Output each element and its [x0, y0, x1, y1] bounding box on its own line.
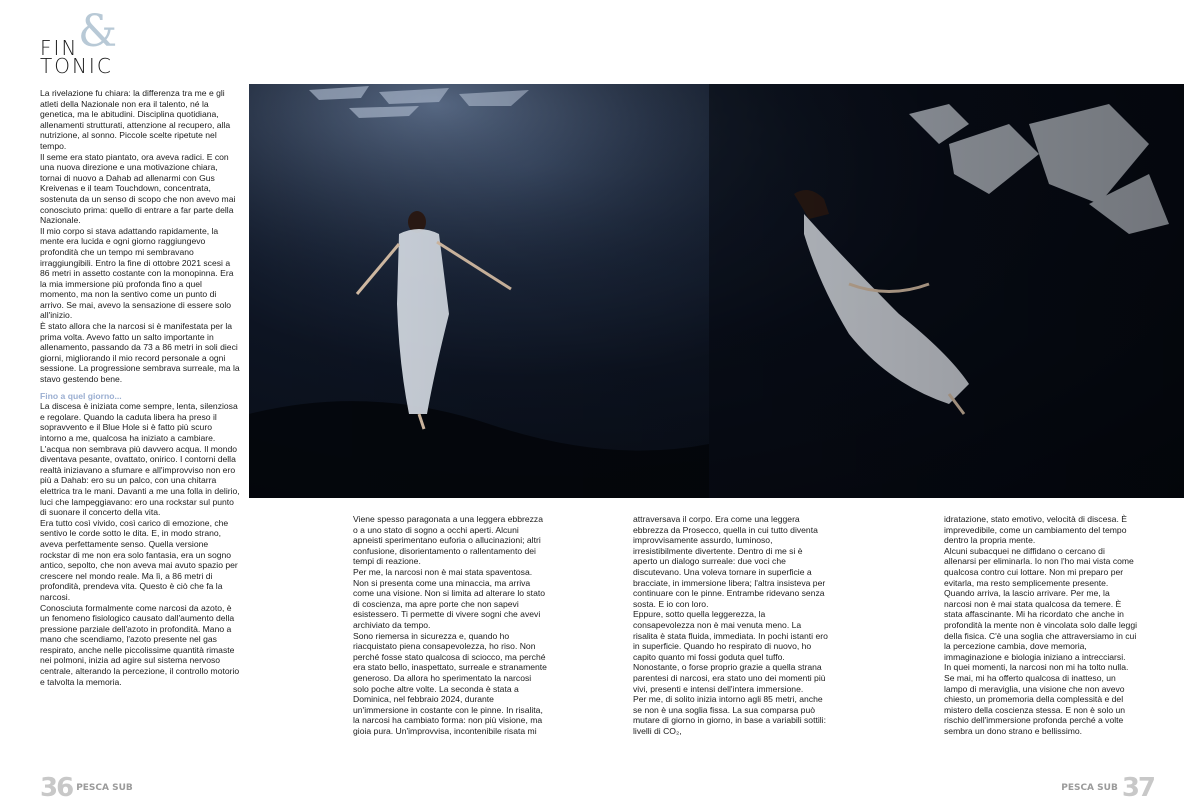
- paragraph: In quei momenti, la narcosi non mi ha tolto nulla. Se mai, mi ha offerto qualcosa di inatteso, un lampo di meraviglia, una visione che non avevo chiesto, un promemoria della complessità e del mistero della coscienza stessa. E non è solo un rischio dell'immersione profonda perché a volte sembra un dono strano e bellissimo.: [944, 662, 1129, 736]
- article-column-3: [633, 514, 828, 736]
- footer-right: [1061, 774, 1154, 802]
- paragraph: Eppure, sotto quella leggerezza, la consapevolezza non è mai venuta meno. La risalita è stata fluida, immediata. In pochi istanti ero in superficie. Quando ho respirato di nuovo, ho capito quanto mi fossi goduta quel tuffo. Nonostante, o forse proprio grazie a quella strana parentesi di narcosi, era stato uno dei momenti più vivi, presenti e intensi dell'intera immersione.: [633, 609, 828, 694]
- paragraph: Sono riemersa in sicurezza e, quando ho riacquistato piena consapevolezza, ho riso. Non perché fosse stato qualcosa di sciocco, ma perché era stato bello, inaspettato, surreale e stranamente generoso. Da allora ho sperimentato la narcosi solo poche altre volte. La seconda è stata a Dominica, nel febbraio 2024, durante un'immersione in costante con le pinne. In risalita, la narcosi ha cambiato forma: non più visione, ma gioia pura. Un'improvvisa, incontenibile risata mi: [353, 630, 547, 736]
- underwater-photo: [249, 84, 1184, 498]
- article-column-4: [944, 514, 1139, 736]
- underwater-photo-illustration: [249, 84, 1184, 498]
- paragraph: attraversava il corpo. Era come una leggera ebbrezza da Prosecco, quella in cui tutto diventa improvvisamente assurdo, luminoso, irresistibilmente divertente. Dentro di me si è aperto un dialogo surreale: due voci che discutevano. Una voleva tornare in superficie a bracciate, in immersione libera; l'altra insisteva per continuare con le pinne. Entrambe ridevano senza sosta. E io con loro.: [633, 514, 826, 609]
- paragraph: Per me, di solito inizia intorno agli 85 metri, anche se non è una soglia fissa. La sua comparsa può mutare di giorno in giorno, in base a variabili sottili: livelli di CO₂,: [633, 694, 826, 736]
- magazine-section-logo: [40, 6, 130, 78]
- article-column-2: [353, 514, 548, 736]
- logo-tonic: TONIC: [40, 54, 113, 78]
- paragraph: idratazione, stato emotivo, velocità di discesa. È imprevedibile, come un cambiamento del tempo dentro la propria mente.: [944, 514, 1127, 546]
- logo-ampersand: &: [78, 6, 118, 57]
- paragraph: È stato allora che la narcosi si è manifestata per la prima volta. Avevo fatto un salto importante in allenamento, passando da 73 a 86 metri in soli dieci giorni, migliorando il mio record personale a ogni sessione. La progressione sembrava surreale, ma la stavo gestendo bene.: [40, 321, 240, 385]
- paragraph: Il seme era stato piantato, ora aveva radici. E con una nuova direzione e una motivazione chiara, tornai di nuovo a Dahab ad allenarmi con Gus Kreivenas e il team Touchdown, concentrata, sostenuta da un senso di scopo che non avevo mai conosciuto prima: quello di entrare a far parte della Nazionale.: [40, 151, 236, 226]
- footer-left: [40, 774, 133, 802]
- paragraph: Alcuni subacquei ne diffidano o cercano di allenarsi per eliminarla. Io non l'ho mai vista come qualcosa contro cui lottare. Non mi preparo per evitarla, ma resto semplicemente presente. Quando arriva, la lascio arrivare. Per me, la narcosi non è mai stata qualcosa da temere. È stata affascinante. Mi ha ricordato che anche in profondità la mente non è vincolata solo dalle leggi della fisica. C'è una soglia che attraversiamo in cui la percezione cambia, dove memoria, immaginazione e biologia iniziano a intrecciarsi.: [944, 545, 1138, 662]
- paragraph: Conosciuta formalmente come narcosi da azoto, è un fenomeno fisiologico causato dall'aumento della pressione parziale dell'azoto in profondità. Mano a mano che scendiamo, l'azoto presente nel gas respirato, anche nelle piccolissime quantità rimaste nei polmoni, inizia ad agire sul sistema nervoso centrale, alterando la percezione, il controllo motorio e talvolta la memoria.: [40, 602, 240, 687]
- paragraph: Viene spesso paragonata a una leggera ebbrezza o a uno stato di sogno a occhi aperti. Alcuni apneisti sperimentano euforia o allucinazioni; altri confusione, disorientamento o rallentamento dei tempi di reazione.: [353, 514, 544, 567]
- paragraph: La rivelazione fu chiara: la differenza tra me e gli atleti della Nazionale non era il talento, né la genetica, ma le abitudini. Disciplina quotidiana, allenamenti strutturati, attenzione al recupero, alla nutrizione, al sonno. Piccole scelte ripetute nel tempo.: [40, 88, 231, 151]
- magazine-name-left: PESCA SUB: [76, 783, 133, 793]
- page-number-left: 36: [40, 773, 73, 803]
- paragraph: Il mio corpo si stava adattando rapidamente, la mente era lucida e ogni giorno raggiungevo profondità che un tempo mi sembravano irraggiungibili. Entro la fine di ottobre 2021 scesi a 86 metri in assetto costante con la monopinna. Era la mia immersione più profonda fino a quel momento, ma non la sentivo come un punto di arrivo. Se mai, avevo la sensazione di essere solo all'inizio.: [40, 225, 234, 321]
- logo-fin: FIN: [40, 36, 79, 60]
- page-number-right: 37: [1121, 773, 1154, 803]
- magazine-name-right: PESCA SUB: [1061, 783, 1118, 793]
- paragraph: Era tutto così vivido, così carico di emozione, che sentivo le corde sotto le dita. E, in modo strano, aveva perfettamente senso. Quella versione rockstar di me non era solo fantasia, era un sogno antico, sepolto, che non aveva mai avuto spazio per crescere nel mondo reale. Ma lì, a 86 metri di profondità, prendeva vita. Questo è ciò che fa la narcosi.: [40, 517, 238, 602]
- section-subheading: Fino a quel giorno...: [40, 390, 122, 401]
- paragraph: La discesa è iniziata come sempre, lenta, silenziosa e regolare. Quando la caduta libera ha preso il sopravvento e il Blue Hole si è fatto più scuro intorno a me, qualcosa ha iniziato a cambiare. L'acqua non sembrava più davvero acqua. Il mondo diventava pesante, ovattato, onirico. I contorni della realtà iniziavano a sfumare e all'improvviso non ero più a Dahab: ero su un palco, con una chitarra elettrica tra le mani. Davanti a me una folla in delirio, luci che lampeggiavano: ero una rockstar sul punto di suonare il concerto della vita.: [40, 401, 240, 518]
- paragraph: Per me, la narcosi non è mai stata spaventosa. Non si presenta come una minaccia, ma arriva come una visione. Non si limita ad alterare lo stato di coscienza, ma apre porte che non sapevi esistessero. Ti permette di vivere sogni che avevi archiviato da tempo.: [353, 566, 546, 630]
- article-column-1: [40, 88, 240, 687]
